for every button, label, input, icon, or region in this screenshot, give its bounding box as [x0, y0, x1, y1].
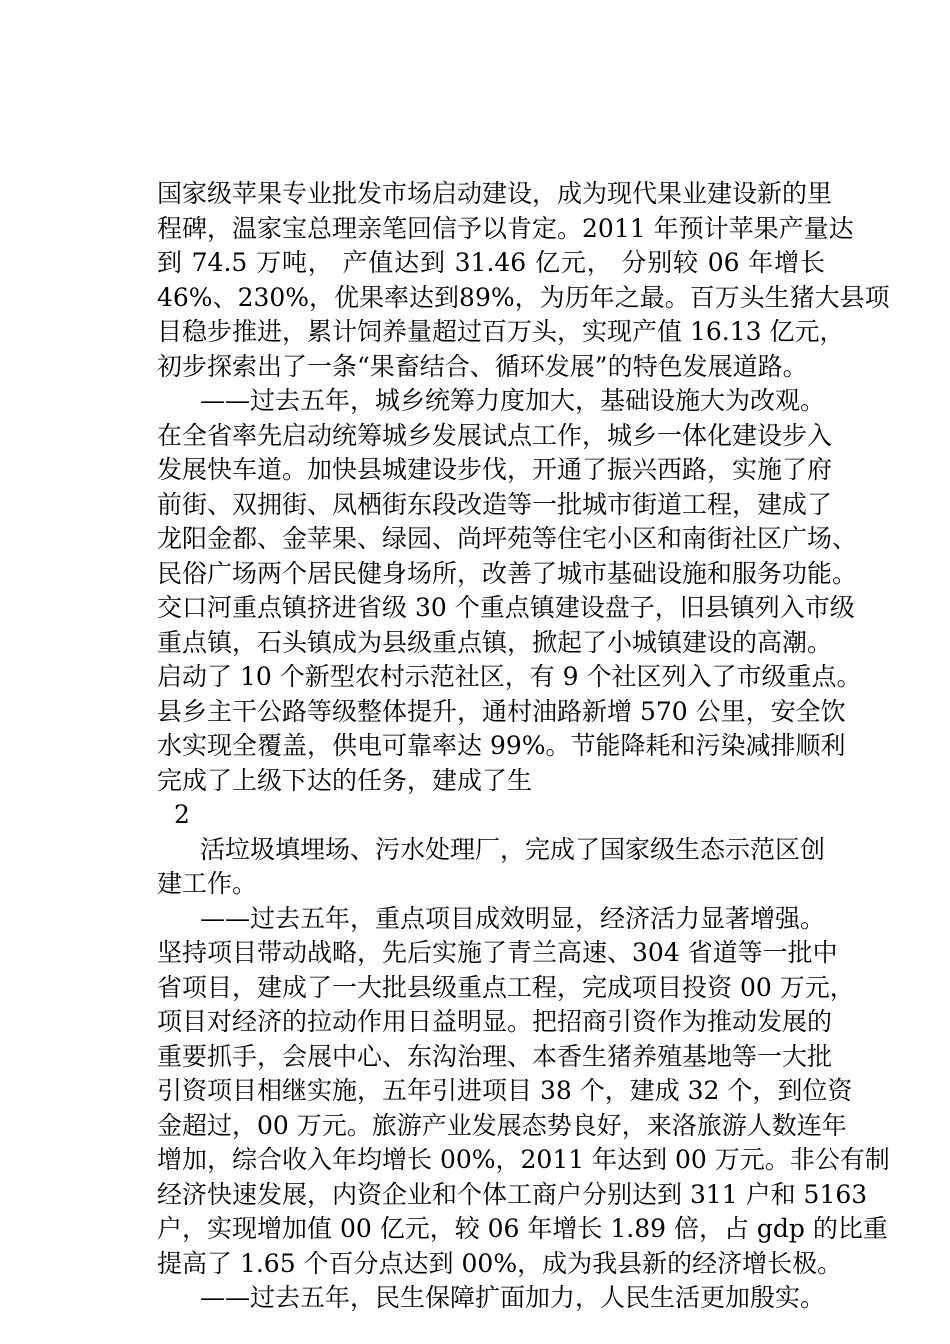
text-line: 交口河重点镇挤进省级 30 个重点镇建设盘子，旧县镇列入市级: [157, 593, 855, 622]
text-line: 县乡主干公路等级整体提升，通村油路新增 570 公里，安全饮: [157, 697, 846, 726]
text-line: 在全省率先启动统筹城乡发展试点工作，城乡一体化建设步入: [157, 421, 833, 450]
text-line: 户，实现增加值 00 亿元，较 06 年增长 1.89 倍，占 gdp 的比重: [157, 1214, 888, 1243]
text-line: 46%、230%，优果率达到89%，为历年之最。百万头生猪大县项: [157, 283, 890, 312]
text-line: 活垃圾填埋场、污水处理厂，完成了国家级生态示范区创: [200, 835, 826, 864]
text-line: 建工作。: [157, 869, 258, 898]
text-line: 坚持项目带动战略，先后实施了青兰高速、304 省道等一批中: [157, 938, 838, 967]
text-line: 前街、双拥街、凤栖街东段改造等一批城市街道工程，建成了: [157, 490, 833, 519]
text-line: 龙阳金都、金苹果、绿园、尚坪苑等住宅小区和南街社区广场、: [157, 524, 858, 553]
text-line: 引资项目相继实施，五年引进项目 38 个，建成 32 个，到位资: [157, 1076, 853, 1105]
inline-page-number: 2: [174, 800, 190, 829]
text-line: 重要抓手，会展中心、东沟治理、本香生猪养殖基地等一大批: [157, 1042, 833, 1071]
text-line: 启动了 10 个新型农村示范社区，有 9 个社区列入了市级重点。: [157, 662, 862, 691]
text-line: 发展快车道。加快县城建设步伐，开通了振兴西路，实施了府: [157, 455, 833, 484]
text-line: 增加，综合收入年均增长 00%，2011 年达到 00 万元。非公有制: [157, 1145, 890, 1174]
text-line: 省项目，建成了一大批县级重点工程，完成项目投资 00 万元，: [157, 973, 855, 1002]
text-line: ——过去五年，重点项目成效明显，经济活力显著增强。: [200, 904, 826, 933]
text-line: 民俗广场两个居民健身场所，改善了城市基础设施和服务功能。: [157, 559, 858, 588]
text-line: 初步探索出了一条“果畜结合、循环发展”的特色发展道路。: [157, 352, 808, 381]
text-line: ——过去五年，城乡统筹力度加大，基础设施大为改观。: [200, 386, 826, 415]
text-line: 完成了上级下达的任务，建成了生: [157, 766, 533, 795]
text-line: 重点镇，石头镇成为县级重点镇，掀起了小城镇建设的高潮。: [157, 628, 833, 657]
text-line: ——过去五年，民生保障扩面加力，人民生活更加殷实。: [200, 1283, 826, 1312]
text-line: 提高了 1.65 个百分点达到 00%，成为我县新的经济增长极。: [157, 1249, 843, 1278]
text-line: 国家级苹果专业批发市场启动建设，成为现代果业建设新的里: [157, 179, 833, 208]
text-line: 经济快速发展，内资企业和个体工商户分别达到 311 户和 5163: [157, 1180, 868, 1209]
text-line: 水实现全覆盖，供电可靠率达 99%。节能降耗和污染减排顺利: [157, 731, 846, 760]
text-line: 程碑，温家宝总理亲笔回信予以肯定。2011 年预计苹果产量达: [157, 214, 854, 243]
text-line: 项目对经济的拉动作用日益明显。把招商引资作为推动发展的: [157, 1007, 833, 1036]
text-line: 目稳步推进，累计饲养量超过百万头，实现产值 16.13 亿元，: [157, 317, 845, 346]
text-line: 金超过，00 万元。旅游产业发展态势良好，来洛旅游人数连年: [157, 1111, 847, 1140]
text-line: 到 74.5 万吨， 产值达到 31.46 亿元， 分别较 06 年增长: [157, 248, 825, 277]
